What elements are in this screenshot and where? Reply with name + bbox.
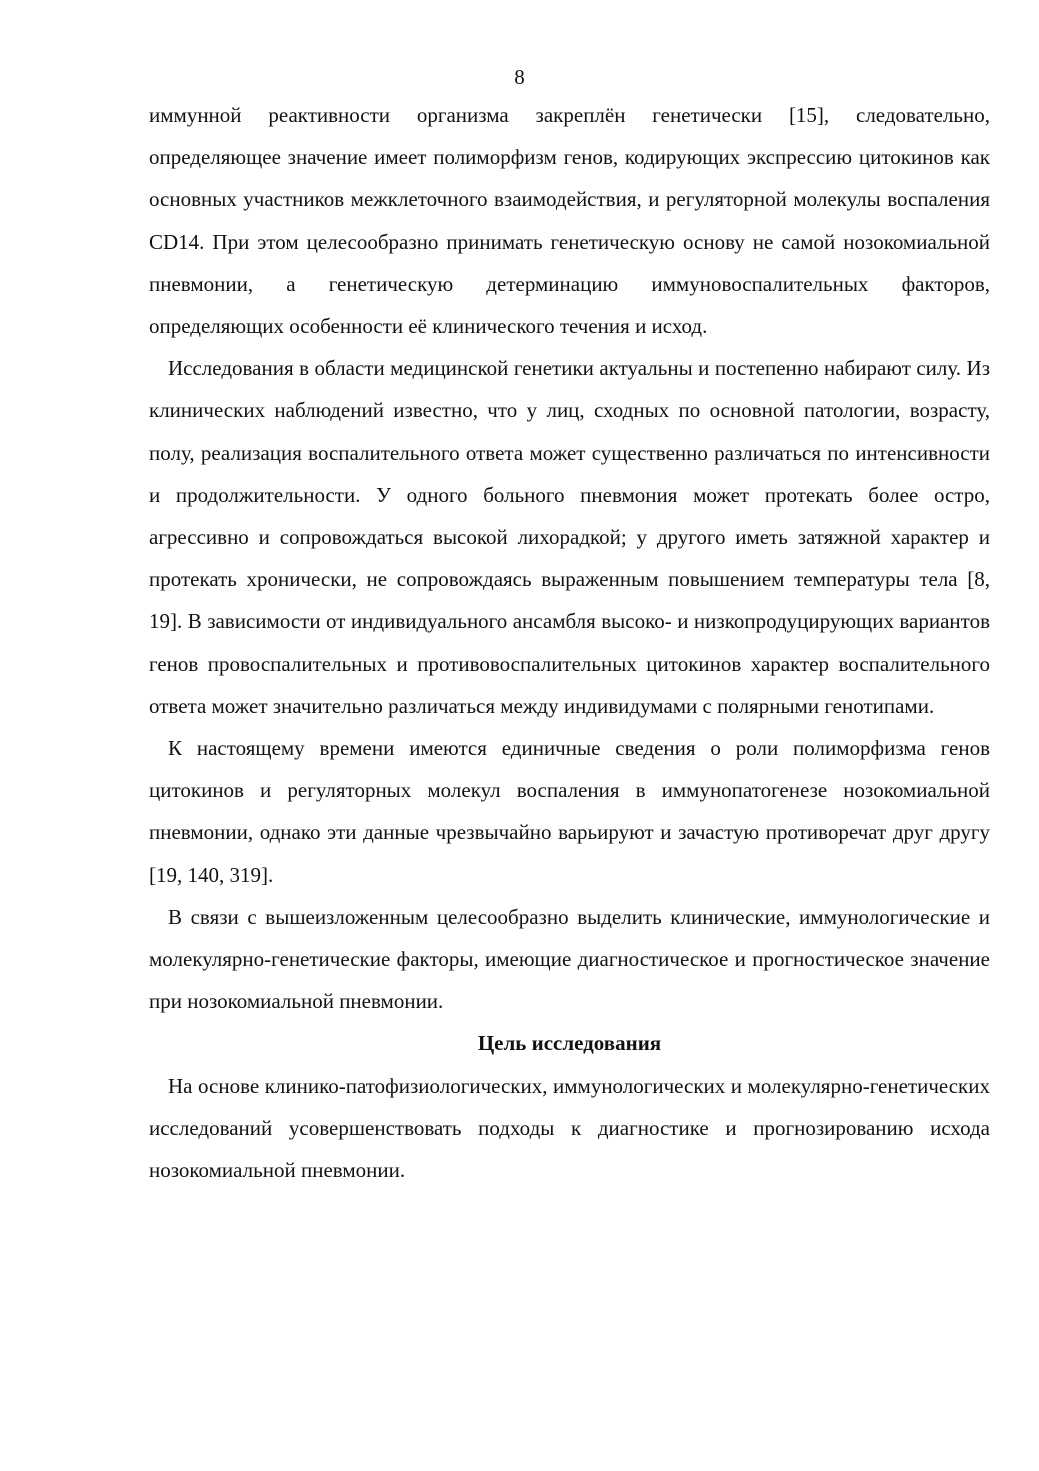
- paragraph-current-knowledge: К настоящему времени имеются единичные сведения о роли полиморфизма генов цитокинов и регуляторных молекул воспаления в иммунопатогенезе нозокомиальной пневмонии, однако эти данные чрезвычайно варьируют и зачастую противоречат друг другу [19, 140, 319].: [149, 736, 990, 887]
- paragraph-research-goal: На основе клинико-патофизиологических, иммунологических и молекулярно-генетических исследований усовершенствовать подходы к диагностике и прогнозированию исхода нозокомиальной пневмонии.: [149, 1073, 990, 1183]
- paragraph-medical-genetics: Исследования в области медицинской генетики актуальны и постепенно набирают силу. Из клинических наблюдений известно, что у лиц, сходных по основной патологии, возрасту, полу, реализация воспалительного ответа может существенно различаться по интенсивности и продолжительности. У одного больного пневмония может протекать более остро, агрессивно и сопровождаться высокой лихорадкой; у другого иметь затяжной характер и протекать хронически, не сопровождаясь выраженным повышением температуры тела [8, 19]. В зависимости от индивидуального ансамбля высоко- и низкопродуцирующих вариантов генов провоспалительных и противовоспалительных цитокинов характер воспалительного ответа может значительно различаться между индивидумами с полярными генотипами.: [149, 356, 990, 718]
- page-number: 8: [514, 65, 525, 89]
- section-heading: Цель исследования: [477, 1031, 662, 1056]
- paragraph-conclusion: В связи с вышеизложенным целесообразно выделить клинические, иммунологические и молекулярно-генетические факторы, имеющие диагностическое и прогностическое значение при нозокомиальной пневмонии.: [149, 904, 990, 1014]
- body-text: [149, 94, 990, 1191]
- paragraph-continuation: иммунной реактивности организма закреплён генетически [15], следовательно, определяющее значение имеет полиморфизм генов, кодирующих экспрессию цитокинов как основных участников межклеточного взаимодействия, и регуляторной молекулы воспаления CD14. При этом целесообразно принимать генетическую основу не самой нозокомиальной пневмонии, а генетическую детерминацию иммуновоспалительных факторов, определяющих особенности её клинического течения и исход.: [149, 103, 990, 339]
